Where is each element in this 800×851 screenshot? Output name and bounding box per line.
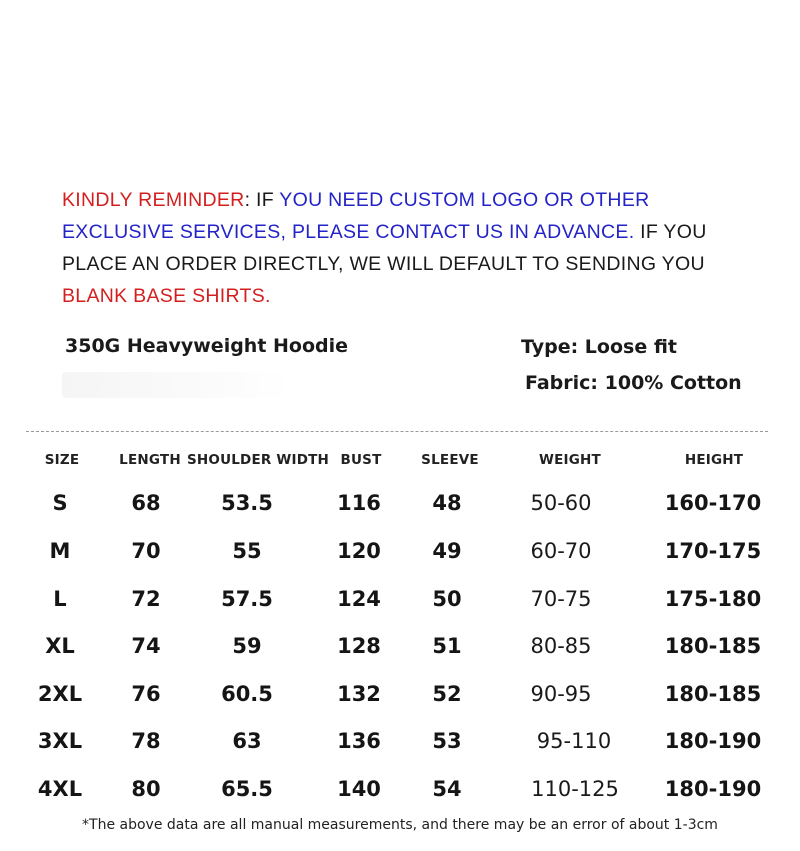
cell-weight: 95-110 — [536, 729, 612, 753]
cell-shoulder: 63 — [232, 729, 262, 753]
cell-sleeve: 53 — [432, 729, 462, 753]
cell-size: M — [49, 539, 71, 563]
cell-bust: 136 — [337, 729, 381, 753]
cell-length: 76 — [131, 682, 161, 706]
cell-height: 180-190 — [664, 729, 762, 753]
cell-height: 160-170 — [664, 491, 762, 515]
header-size: SIZE — [44, 452, 80, 468]
kindly-reminder — [62, 184, 762, 312]
header-shoulder-width: SHOULDER WIDTH — [186, 452, 330, 468]
cell-shoulder: 53.5 — [221, 491, 273, 515]
cell-height: 180-185 — [664, 682, 762, 706]
cell-sleeve: 50 — [432, 587, 462, 611]
cell-shoulder: 65.5 — [221, 777, 273, 801]
cell-sleeve: 52 — [432, 682, 462, 706]
cell-size: 2XL — [37, 682, 83, 706]
header-bust: BUST — [340, 452, 382, 468]
product-fabric: Fabric: 100% Cotton — [525, 372, 742, 394]
cell-size: S — [52, 491, 68, 515]
header-weight: WEIGHT — [539, 452, 601, 468]
cell-sleeve: 51 — [432, 634, 462, 658]
measurement-note: *The above data are all manual measurements, and there may be an error of about 1-3cm — [82, 817, 718, 833]
header-height: HEIGHT — [684, 452, 744, 468]
blurred-subtitle — [62, 372, 292, 398]
reminder-custom-logo-text: YOU NEED CUSTOM LOGO OR OTHER EXCLUSIVE SERVICES, PLEASE CONTACT US IN ADVANCE. — [62, 189, 650, 243]
cell-bust: 128 — [337, 634, 381, 658]
cell-shoulder: 57.5 — [221, 587, 273, 611]
product-type: Type: Loose fit — [521, 336, 677, 358]
cell-shoulder: 55 — [232, 539, 262, 563]
cell-size: 4XL — [37, 777, 83, 801]
reminder-default-text: IF YOU PLACE AN ORDER DIRECTLY, WE WILL DEFAULT TO SENDING YOU — [62, 221, 707, 275]
cell-shoulder: 59 — [232, 634, 262, 658]
header-sleeve: SLEEVE — [421, 452, 479, 468]
header-length: LENGTH — [119, 452, 181, 468]
cell-length: 78 — [131, 729, 161, 753]
reminder-blank-shirts: BLANK BASE SHIRTS. — [62, 285, 271, 307]
cell-sleeve: 48 — [432, 491, 462, 515]
cell-weight: 70-75 — [530, 587, 592, 611]
reminder-colon: : IF — [244, 189, 280, 211]
cell-height: 175-180 — [664, 587, 762, 611]
cell-shoulder: 60.5 — [221, 682, 273, 706]
cell-length: 70 — [131, 539, 161, 563]
cell-length: 74 — [131, 634, 161, 658]
dashed-divider — [26, 431, 768, 432]
cell-bust: 132 — [337, 682, 381, 706]
cell-length: 68 — [131, 491, 161, 515]
cell-length: 80 — [131, 777, 161, 801]
cell-weight: 80-85 — [530, 634, 592, 658]
cell-bust: 116 — [337, 491, 381, 515]
cell-size: L — [53, 587, 67, 611]
cell-length: 72 — [131, 587, 161, 611]
cell-weight: 50-60 — [530, 491, 592, 515]
cell-bust: 140 — [337, 777, 381, 801]
cell-weight: 110-125 — [531, 777, 619, 801]
cell-height: 180-185 — [664, 634, 762, 658]
cell-size: XL — [45, 634, 75, 658]
cell-sleeve: 54 — [432, 777, 462, 801]
reminder-label: KINDLY REMINDER — [62, 189, 245, 211]
cell-weight: 60-70 — [530, 539, 592, 563]
cell-bust: 124 — [337, 587, 381, 611]
cell-weight: 90-95 — [530, 682, 592, 706]
product-title: 350G Heavyweight Hoodie — [65, 335, 349, 357]
cell-bust: 120 — [337, 539, 381, 563]
cell-size: 3XL — [37, 729, 83, 753]
cell-height: 170-175 — [664, 539, 762, 563]
cell-sleeve: 49 — [432, 539, 462, 563]
cell-height: 180-190 — [664, 777, 762, 801]
